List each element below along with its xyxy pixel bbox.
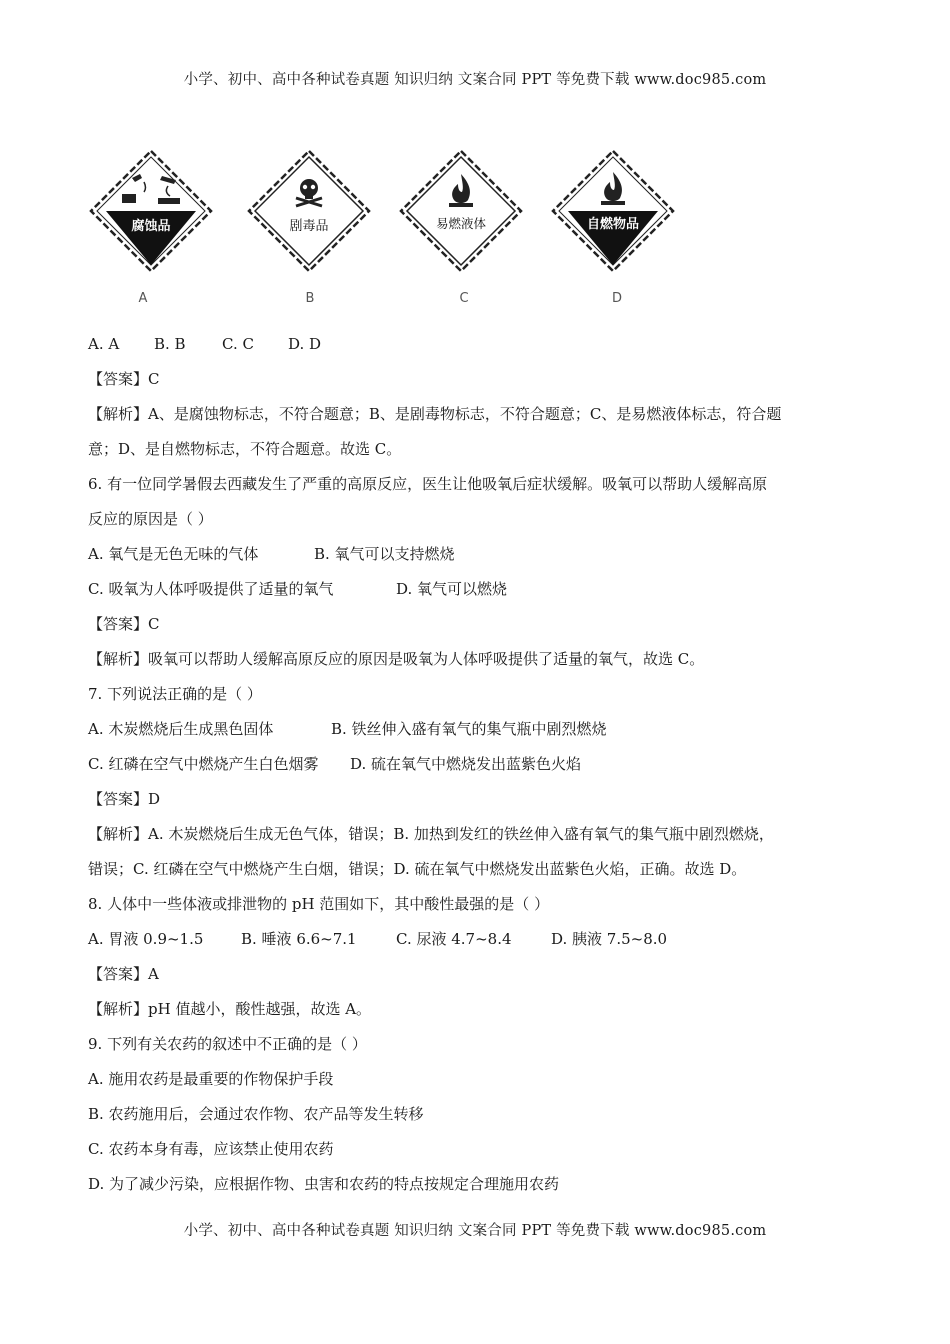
q7-options-row-1 [88, 715, 868, 750]
sign-letter-b: B [305, 291, 315, 306]
q5-option-a: A. A [88, 335, 120, 353]
sign-letter-d: D [611, 291, 622, 306]
q5-option-b: B. B [154, 335, 186, 353]
sign-letter-c: C [459, 291, 469, 306]
q7-option-b: B. 铁丝伸入盛有氧气的集气瓶中剧烈燃烧 [331, 720, 607, 738]
q9-option-d: D. 为了减少污染，应根据作物、虫害和农药的特点按规定合理施用农药 [88, 1175, 560, 1193]
q5-analysis-line-1: 【解析】A、是腐蚀物标志，不符合题意；B、是剧毒物标志，不符合题意；C、是易燃液体标志，符合题 [88, 405, 782, 423]
q6-option-d: D. 氧气可以燃烧 [396, 580, 508, 598]
q5-option-d: D. D [288, 335, 322, 353]
sign-b-toxic [246, 148, 372, 274]
q8-analysis: 【解析】pH 值越小，酸性越强，故选 A。 [88, 1000, 372, 1018]
q6-stem-line-2: 反应的原因是（ ） [88, 510, 213, 528]
q8-options [88, 925, 868, 960]
q6-analysis: 【解析】吸氧可以帮助人缓解高原反应的原因是吸氧为人体呼吸提供了适量的氧气，故选 C。 [88, 650, 705, 668]
sign-letter-a: A [138, 291, 148, 306]
q7-option-a: A. 木炭燃烧后生成黑色固体 [88, 720, 274, 738]
q6-options-row-2 [88, 575, 868, 610]
q6-options-row-1 [88, 540, 868, 575]
q8-answer: 【答案】A [88, 965, 159, 983]
q7-options-row-2 [88, 750, 868, 785]
q9-stem: 9. 下列有关农药的叙述中不正确的是（ ） [88, 1035, 367, 1053]
q8-option-a: A. 胃液 0.9~1.5 [88, 930, 204, 948]
document-body [88, 330, 868, 1205]
page-footer: 小学、初中、高中各种试卷真题 知识归纳 文案合同 PPT 等免费下载 www.doc985.com [183, 1223, 767, 1239]
q5-analysis-line-2: 意；D、是自燃物标志，不符合题意。故选 C。 [88, 440, 402, 458]
page-header: 小学、初中、高中各种试卷真题 知识归纳 文案合同 PPT 等免费下载 www.doc985.com [183, 72, 767, 88]
q7-option-d: D. 硫在氧气中燃烧发出蓝紫色火焰 [350, 755, 582, 773]
q6-option-c: C. 吸氧为人体呼吸提供了适量的氧气 [88, 580, 334, 598]
hazard-signs-figure [88, 148, 688, 318]
q6-option-b: B. 氧气可以支持燃烧 [314, 545, 455, 563]
q7-analysis-line-1: 【解析】A. 木炭燃烧后生成无色气体，错误；B. 加热到发红的铁丝伸入盛有氧气的集气瓶中剧烈燃烧， [88, 825, 774, 843]
q7-stem: 7. 下列说法正确的是（ ） [88, 685, 262, 703]
sign-c-flammable-liquid [398, 148, 524, 274]
q7-analysis-line-2: 错误；C. 红磷在空气中燃烧产生白烟，错误；D. 硫在氧气中燃烧发出蓝紫色火焰，正确。故选 D。 [88, 860, 747, 878]
q9-option-c: C. 农药本身有毒，应该禁止使用农药 [88, 1140, 334, 1158]
q8-option-c: C. 尿液 4.7~8.4 [396, 930, 512, 948]
q6-answer: 【答案】C [88, 615, 160, 633]
q9-option-b: B. 农药施用后，会通过农作物、农产品等发生转移 [88, 1105, 424, 1123]
q8-stem: 8. 人体中一些体液或排泄物的 pH 范围如下，其中酸性最强的是（ ） [88, 895, 550, 913]
sign-d-spontaneous-combustible [550, 148, 676, 274]
sign-d-label: 自燃物品 [586, 217, 640, 232]
sign-a-corrosive [88, 148, 214, 274]
q7-answer: 【答案】D [88, 790, 161, 808]
sign-b-label: 剧毒品 [289, 219, 329, 234]
q6-option-a: A. 氧气是无色无味的气体 [88, 545, 259, 563]
q8-option-d: D. 胰液 7.5~8.0 [551, 930, 668, 948]
sign-c-label: 易燃液体 [435, 216, 487, 231]
q6-stem-line-1: 6. 有一位同学暑假去西藏发生了严重的高原反应，医生让他吸氧后症状缓解。吸氧可以帮助人缓解高原 [88, 475, 768, 493]
q9-option-a: A. 施用农药是最重要的作物保护手段 [88, 1070, 334, 1088]
q5-answer: 【答案】C [88, 370, 160, 388]
sign-a-label: 腐蚀品 [131, 219, 171, 234]
q5-option-c: C. C [222, 335, 254, 353]
q7-option-c: C. 红磷在空气中燃烧产生白色烟雾 [88, 755, 319, 773]
q8-option-b: B. 唾液 6.6~7.1 [241, 930, 357, 948]
q5-options [88, 330, 868, 365]
